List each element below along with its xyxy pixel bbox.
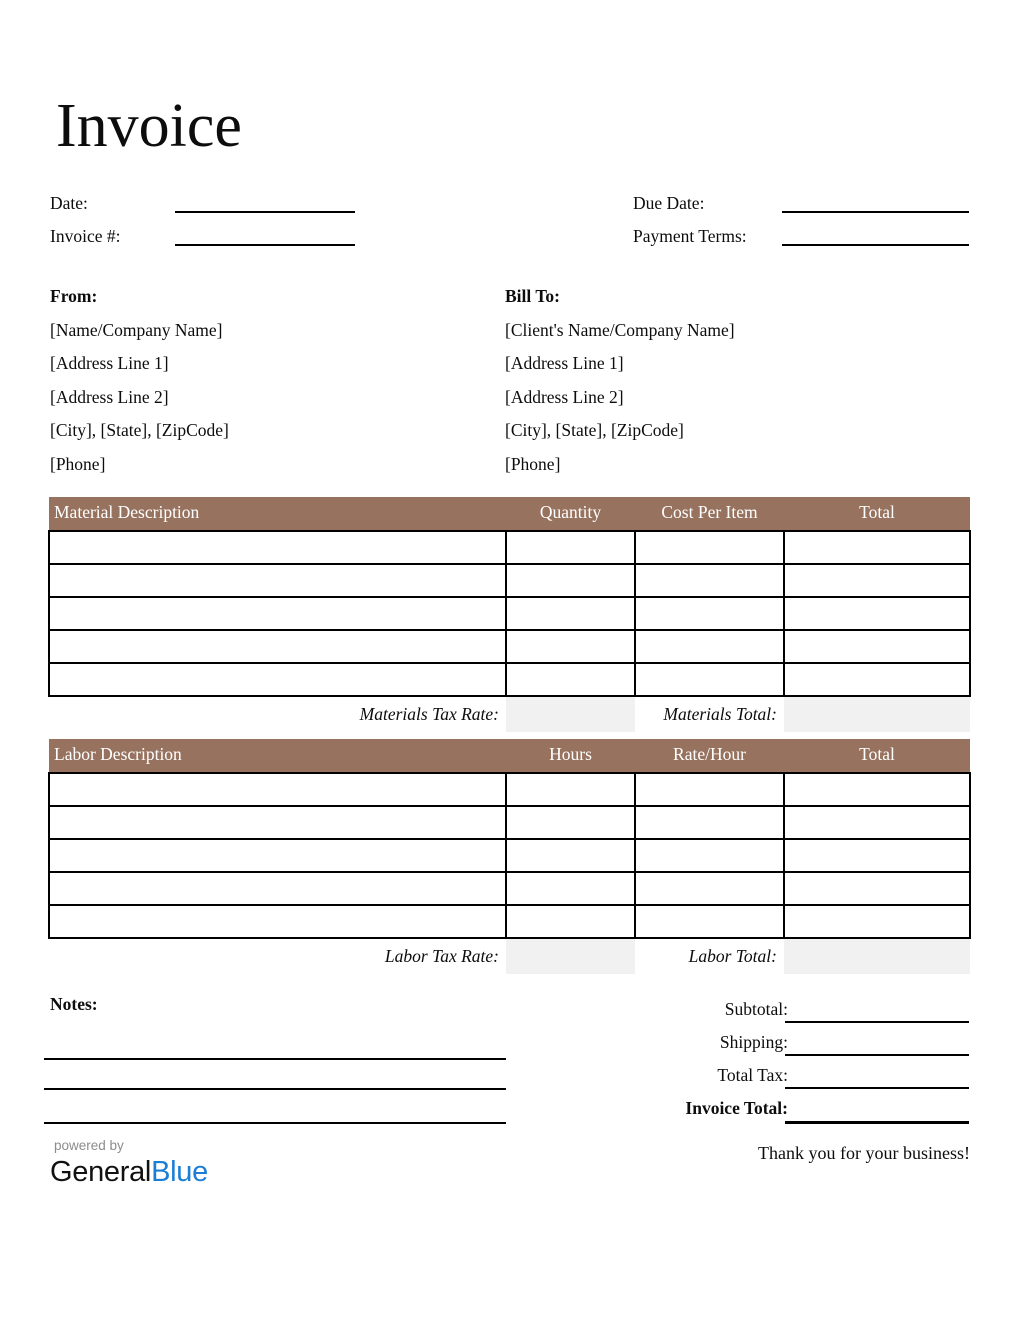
labor-cell-rate[interactable]	[635, 773, 784, 806]
labor-cell-total[interactable]	[784, 773, 970, 806]
labor-tax-rate-label: Labor Tax Rate:	[49, 938, 506, 974]
thank-you-message: Thank you for your business!	[758, 1143, 970, 1163]
generalblue-logo[interactable]	[50, 1156, 208, 1189]
labor-cell-rate[interactable]	[635, 806, 784, 839]
materials-cell-quantity[interactable]	[506, 663, 635, 696]
labor-table	[48, 739, 971, 974]
table-row	[49, 905, 970, 938]
bill-to-line-3[interactable]: [Address Line 2]	[505, 386, 624, 407]
labor-column-hours: Hours	[506, 739, 635, 773]
notes-input-line-2[interactable]	[44, 1088, 506, 1090]
materials-cell-cost[interactable]	[635, 531, 784, 564]
materials-cell-total[interactable]	[784, 597, 970, 630]
invoice-total-label: Invoice Total:	[685, 1098, 788, 1118]
table-row	[49, 630, 970, 663]
payment-terms-label: Payment Terms:	[633, 226, 747, 246]
labor-cell-rate[interactable]	[635, 839, 784, 872]
materials-column-cost-per-item: Cost Per Item	[635, 497, 784, 531]
materials-cell-total[interactable]	[784, 663, 970, 696]
invoice-total-input[interactable]	[785, 1121, 969, 1124]
from-line-2[interactable]: [Address Line 1]	[50, 353, 169, 373]
total-tax-input[interactable]	[785, 1087, 969, 1089]
date-label: Date:	[50, 193, 88, 213]
labor-cell-hours[interactable]	[506, 806, 635, 839]
brand-name-first: General	[50, 1156, 152, 1188]
table-row	[49, 531, 970, 564]
labor-cell-rate[interactable]	[635, 872, 784, 905]
materials-cell-quantity[interactable]	[506, 597, 635, 630]
notes-input-line-3[interactable]	[44, 1122, 506, 1124]
from-line-3[interactable]: [Address Line 2]	[50, 386, 169, 407]
labor-table-header-row	[49, 739, 970, 773]
materials-cell-description[interactable]	[49, 597, 506, 630]
materials-summary-row	[49, 696, 970, 732]
labor-cell-description[interactable]	[49, 773, 506, 806]
table-row	[49, 872, 970, 905]
materials-total-label: Materials Total:	[635, 696, 784, 732]
labor-cell-total[interactable]	[784, 905, 970, 938]
materials-cell-description[interactable]	[49, 531, 506, 564]
total-tax-label: Total Tax:	[717, 1065, 788, 1085]
labor-column-description: Labor Description	[49, 739, 506, 773]
bill-to-line-2[interactable]: [Address Line 1]	[505, 353, 624, 373]
invoice-number-label: Invoice #:	[50, 226, 121, 246]
from-line-4[interactable]: [City], [State], [ZipCode]	[50, 420, 229, 440]
shipping-label: Shipping:	[719, 1032, 788, 1052]
materials-column-total: Total	[784, 497, 970, 531]
materials-cell-cost[interactable]	[635, 663, 784, 696]
labor-cell-hours[interactable]	[506, 905, 635, 938]
materials-tax-rate-input[interactable]	[506, 696, 635, 732]
table-row	[49, 806, 970, 839]
labor-cell-hours[interactable]	[506, 872, 635, 905]
notes-input-line-1[interactable]	[44, 1058, 506, 1060]
labor-column-total: Total	[784, 739, 970, 773]
labor-cell-description[interactable]	[49, 872, 506, 905]
labor-column-rate-per-hour: Rate/Hour	[635, 739, 784, 773]
materials-cell-cost[interactable]	[635, 630, 784, 663]
labor-summary-row	[49, 938, 970, 974]
labor-total-label: Labor Total:	[635, 938, 784, 974]
materials-cell-quantity[interactable]	[506, 531, 635, 564]
subtotal-label: Subtotal:	[724, 999, 788, 1019]
materials-cell-description[interactable]	[49, 663, 506, 696]
materials-cell-cost[interactable]	[635, 564, 784, 597]
bill-to-line-5[interactable]: [Phone]	[505, 453, 561, 474]
labor-cell-hours[interactable]	[506, 839, 635, 872]
subtotal-input[interactable]	[785, 1021, 969, 1023]
labor-tax-rate-input[interactable]	[506, 938, 635, 974]
labor-cell-total[interactable]	[784, 806, 970, 839]
date-input[interactable]	[175, 211, 355, 213]
labor-cell-hours[interactable]	[506, 773, 635, 806]
materials-cell-cost[interactable]	[635, 597, 784, 630]
invoice-number-input[interactable]	[175, 244, 355, 246]
table-row	[49, 564, 970, 597]
brand-name-second: Blue	[151, 1156, 208, 1188]
materials-cell-description[interactable]	[49, 630, 506, 663]
table-row	[49, 663, 970, 696]
materials-cell-total[interactable]	[784, 564, 970, 597]
materials-table	[48, 497, 971, 732]
labor-cell-description[interactable]	[49, 839, 506, 872]
bill-to-line-4[interactable]: [City], [State], [ZipCode]	[505, 420, 684, 440]
bill-to-line-1[interactable]: [Client's Name/Company Name]	[505, 319, 735, 340]
materials-cell-total[interactable]	[784, 531, 970, 564]
bill-to-block	[505, 280, 735, 481]
payment-terms-input[interactable]	[782, 244, 969, 246]
materials-cell-quantity[interactable]	[506, 564, 635, 597]
due-date-input[interactable]	[782, 211, 969, 213]
bill-to-heading: Bill To:	[505, 286, 560, 306]
labor-cell-description[interactable]	[49, 905, 506, 938]
materials-column-quantity: Quantity	[506, 497, 635, 531]
from-line-5[interactable]: [Phone]	[50, 453, 106, 474]
labor-cell-total[interactable]	[784, 839, 970, 872]
materials-column-description: Material Description	[49, 497, 506, 531]
from-line-1[interactable]: [Name/Company Name]	[50, 319, 223, 340]
labor-cell-rate[interactable]	[635, 905, 784, 938]
from-block	[50, 280, 229, 481]
shipping-input[interactable]	[785, 1054, 969, 1056]
table-row	[49, 839, 970, 872]
labor-total-value[interactable]	[784, 938, 970, 974]
materials-cell-total[interactable]	[784, 630, 970, 663]
powered-by-label: powered by	[54, 1138, 124, 1153]
labor-cell-total[interactable]	[784, 872, 970, 905]
table-row	[49, 597, 970, 630]
page-title: Invoice	[56, 92, 242, 160]
labor-cell-description[interactable]	[49, 806, 506, 839]
materials-tax-rate-label: Materials Tax Rate:	[49, 696, 506, 732]
materials-total-value[interactable]	[784, 696, 970, 732]
materials-cell-description[interactable]	[49, 564, 506, 597]
materials-cell-quantity[interactable]	[506, 630, 635, 663]
materials-table-header-row	[49, 497, 970, 531]
table-row	[49, 773, 970, 806]
from-heading: From:	[50, 286, 98, 306]
notes-heading: Notes:	[50, 994, 98, 1014]
due-date-label: Due Date:	[633, 193, 705, 213]
